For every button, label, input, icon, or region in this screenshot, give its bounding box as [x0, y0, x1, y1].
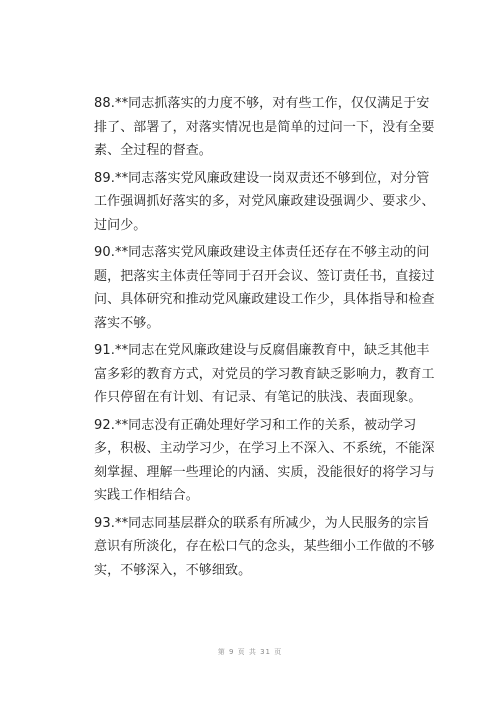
- document-body: [94, 92, 440, 586]
- paragraph-93: 93.**同志同基层群众的联系有所减少，为人民服务的宗旨意识有所淡化，存在松口气的念头，某些细小工作做的不够实，不够深入，不够细致。: [94, 515, 435, 578]
- page-number-footer: 第 9 页 共 31 页: [217, 648, 283, 656]
- paragraph-88: 88.**同志抓落实的力度不够，对有些工作，仅仅满足于安排了、部署了，对落实情况也是简单的过问一下，没有全要素、全过程的督查。: [94, 96, 435, 158]
- paragraph-92: 92.**同志没有正确处理好学习和工作的关系，被动学习多，积极、主动学习少，在学习上不深入、不系统，不能深刻掌握、理解一些理论的内涵、实质，没能很好的将学习与实践工作相结合。: [94, 417, 435, 503]
- paragraph-90: 90.**同志落实党风廉政建设主体责任还存在不够主动的问题，把落实主体责任等同于召开会议、签订责任书，直接过问、具体研究和推动党风廉政建设工作少，具体指导和检查落实不够。: [94, 245, 435, 331]
- paragraph-91: 91.**同志在党风廉政建设与反腐倡廉教育中，缺乏其他丰富多彩的教育方式，对党员的学习教育缺乏影响力，教育工作只停留在有计划、有记录、有笔记的肤浅、表面现象。: [94, 343, 435, 405]
- paragraph-89: 89.**同志落实党风廉政建设一岗双责还不够到位，对分管工作强调抓好落实的多，对党风廉政建设强调少、要求少、过问少。: [94, 170, 435, 233]
